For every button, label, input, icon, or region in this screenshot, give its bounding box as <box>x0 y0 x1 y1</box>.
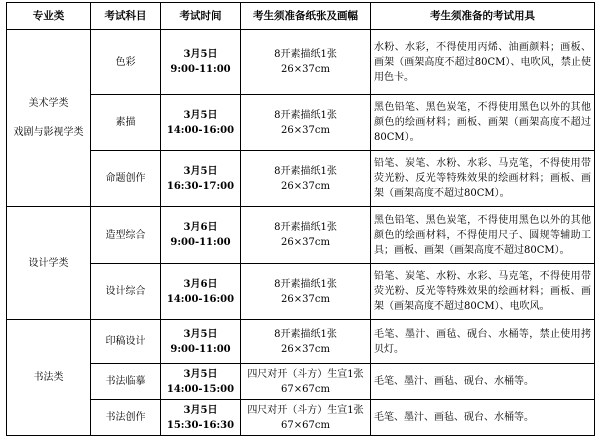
header-time: 考试时间 <box>161 3 241 30</box>
tools-cell: 黑色铅笔、黑色炭笔，不得使用黑色以外的其他颜色的绘画材料；画板、画架（画架高度不超过80CM）。 <box>371 95 595 151</box>
subject-cell: 素描 <box>91 95 161 151</box>
exam-hours: 15:30-16:30 <box>166 419 235 431</box>
table-row <box>7 364 595 400</box>
paper-type: 四尺对开（斗方）生宣1张 <box>247 368 364 380</box>
tools-cell: 黑色铅笔、黑色炭笔，不得使用黑色以外的其他颜色的绘画材料，不得使用尺子、圆规等辅助工具；画板、画架（画架高度不超过80CM）。 <box>371 207 595 264</box>
subject-cell: 书法创作 <box>91 400 161 436</box>
paper-size: 67×67cm <box>281 383 330 395</box>
category-art <box>7 30 91 207</box>
exam-hours: 14:00-16:00 <box>166 124 235 136</box>
table-row <box>7 151 595 207</box>
paper-cell <box>241 264 371 320</box>
table-row <box>7 30 595 95</box>
exam-hours: 9:00-11:00 <box>170 343 231 355</box>
category-label: 书法类 <box>33 372 64 383</box>
paper-size: 26×37cm <box>281 180 330 192</box>
paper-type: 8开素描纸1张 <box>274 165 337 177</box>
time-cell <box>161 264 241 320</box>
exam-date: 3月5日 <box>183 328 218 340</box>
category-label: 戏剧与影视学类 <box>13 127 84 138</box>
header-category: 专业类 <box>7 3 91 30</box>
table-row <box>7 207 595 264</box>
subject-cell: 印稿设计 <box>91 320 161 364</box>
time-cell <box>161 400 241 436</box>
header-paper: 考生须准备纸张及画幅 <box>241 3 371 30</box>
time-cell <box>161 95 241 151</box>
exam-date: 3月5日 <box>183 49 218 60</box>
exam-date: 3月5日 <box>183 368 218 380</box>
paper-type: 8开素描纸1张 <box>274 109 337 121</box>
paper-type: 8开素描纸1张 <box>274 278 337 290</box>
paper-cell <box>241 151 371 207</box>
table-row <box>7 400 595 436</box>
tools-cell: 铅笔、炭笔、水粉、水彩、马克笔，不得使用带荧光粉、反光等特殊效果的绘画材料；画板、画架（画架高度不超过80CM）、电吹风。 <box>371 264 595 320</box>
paper-cell <box>241 400 371 436</box>
category-label: 设计学类 <box>28 257 69 269</box>
paper-cell <box>241 207 371 264</box>
tools-cell: 毛笔、墨汁、画毡、砚台、水桶等，禁止使用拷贝灯。 <box>371 320 595 364</box>
exam-date: 3月5日 <box>183 109 218 121</box>
exam-hours: 14:00-16:00 <box>166 293 235 305</box>
exam-date: 3月6日 <box>183 278 218 290</box>
paper-type: 8开素描纸1张 <box>274 328 337 340</box>
exam-hours: 16:30-17:00 <box>166 180 235 192</box>
time-cell <box>161 30 241 95</box>
paper-size: 26×37cm <box>281 343 330 355</box>
category-calligraphy <box>7 320 91 436</box>
exam-date: 3月5日 <box>183 404 218 416</box>
time-cell <box>161 151 241 207</box>
paper-type: 8开素描纸1张 <box>274 222 337 233</box>
header-subject: 考试科目 <box>91 3 161 30</box>
paper-size: 26×37cm <box>281 293 330 305</box>
paper-size: 26×37cm <box>281 237 330 248</box>
tools-cell: 水粉、水彩，不得使用丙烯、油画颜料；画板、画架（画架高度不超过80CM）、电吹风，禁止使用色卡。 <box>371 30 595 95</box>
exam-date: 3月5日 <box>183 165 218 177</box>
subject-cell: 命题创作 <box>91 151 161 207</box>
paper-type: 8开素描纸1张 <box>274 49 337 60</box>
tools-cell: 毛笔、墨汁、画毡、砚台、水桶等。 <box>371 400 595 436</box>
subject-cell: 造型综合 <box>91 207 161 264</box>
paper-size: 26×37cm <box>281 124 330 136</box>
exam-hours: 14:00-15:00 <box>166 383 235 395</box>
exam-hours: 9:00-11:00 <box>170 64 231 75</box>
table-row <box>7 264 595 320</box>
category-label: 美术学类 <box>28 98 69 109</box>
table-row <box>7 95 595 151</box>
paper-cell <box>241 364 371 400</box>
paper-size: 26×37cm <box>281 64 330 75</box>
paper-cell <box>241 320 371 364</box>
subject-cell: 设计综合 <box>91 264 161 320</box>
header-tools: 考生须准备的考试用具 <box>371 3 595 30</box>
paper-type: 四尺对开（斗方）生宣1张 <box>247 404 364 416</box>
time-cell <box>161 320 241 364</box>
paper-cell <box>241 30 371 95</box>
paper-cell <box>241 95 371 151</box>
exam-date: 3月6日 <box>183 222 218 233</box>
exam-hours: 9:00-11:00 <box>170 237 231 248</box>
tools-cell: 毛笔、墨汁、画毡、砚台、水桶等。 <box>371 364 595 400</box>
time-cell <box>161 364 241 400</box>
paper-size: 67×67cm <box>281 419 330 431</box>
table-row <box>7 320 595 364</box>
time-cell <box>161 207 241 264</box>
tools-cell: 铅笔、炭笔、水粉、水彩、马克笔，不得使用带荧光粉、反光等特殊效果的绘画材料；画板、画架（画架高度不超过80CM）。 <box>371 151 595 207</box>
subject-cell: 书法临摹 <box>91 364 161 400</box>
exam-schedule-table <box>6 2 595 436</box>
category-design <box>7 207 91 320</box>
header-row <box>7 3 595 30</box>
subject-cell: 色彩 <box>91 30 161 95</box>
